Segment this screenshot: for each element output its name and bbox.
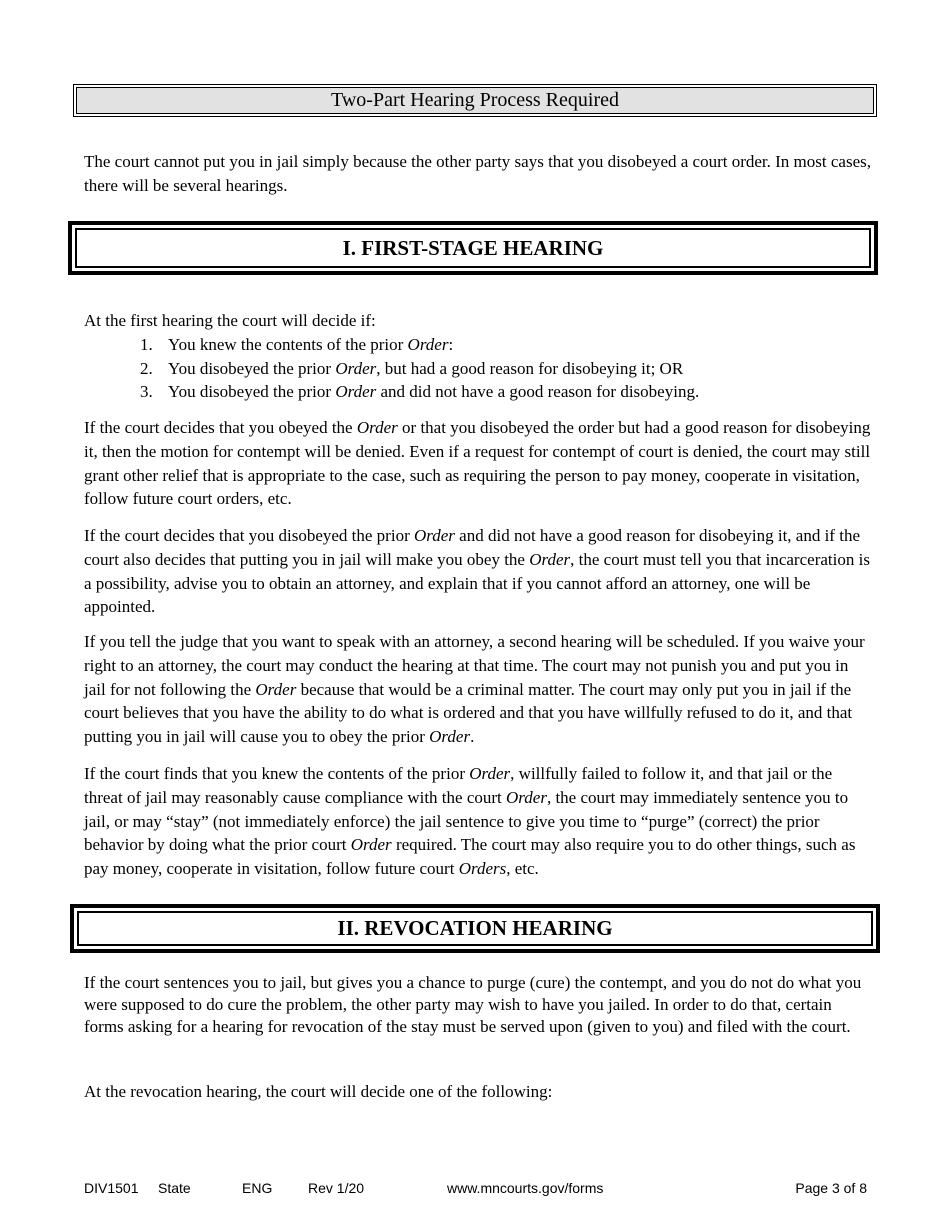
- section-1-lead: At the first hearing the court will decide if:: [84, 311, 376, 330]
- section-2-header: [70, 904, 880, 953]
- jail-finding-paragraph: If the court finds that you knew the contents of the prior Order, willfully failed to follow it, and that jail or the threat of jail may reasonably cause compliance with the court Order, the court may immediately sentence you to jail, or may “stay” (not immediately enforce) the jail sentence to give you time to “purge” (correct) the prior behavior by doing what the prior court Order required. The court may also require you to do other things, such as pay money, cooperate in visitation, follow future court Orders, etc.: [84, 764, 856, 879]
- footer-language: ENG: [242, 1180, 273, 1196]
- header-banner: [73, 84, 877, 117]
- footer-revision: Rev 1/20: [308, 1180, 365, 1196]
- revocation-paragraph: If the court sentences you to jail, but gives you a chance to purge (cure) the contempt, and you do not do what you were supposed to do cure the problem, the other party may wish to have you jailed. In order to do that, certain forms asking for a hearing for revocation of the stay must be served upon (given to you) and filed with the court.: [84, 973, 862, 1036]
- revocation-lead: At the revocation hearing, the court will decide one of the following:: [84, 1082, 553, 1101]
- footer-url: www.mncourts.gov/forms: [447, 1180, 604, 1196]
- section-1-header: [68, 221, 878, 275]
- obeyed-order-paragraph: If the court decides that you obeyed the Order or that you disobeyed the order but had a good reason for disobeying it, then the motion for contempt will be denied. Even if a request for contempt of court is denied, the court may still grant other relief that is appropriate to the case, such as requiring the person to pay money, cooperate in visitation, follow future court orders, etc.: [84, 418, 871, 509]
- list-item: 2. You disobeyed the prior Order, but had a good reason for disobeying it; OR: [140, 358, 684, 378]
- header-banner-title: Two-Part Hearing Process Required: [76, 87, 874, 114]
- section-1-title: I. FIRST-STAGE HEARING: [75, 228, 871, 268]
- section-2-title: II. REVOCATION HEARING: [77, 911, 873, 946]
- footer-page-number: Page 3 of 8: [795, 1180, 867, 1196]
- disobeyed-order-paragraph: If the court decides that you disobeyed the prior Order and did not have a good reason for disobeying it, and if the court also decides that putting you in jail will make you obey the Order, the court must tell you that incarceration is a possibility, advise you to obtain an attorney, and explain that if you cannot afford an attorney, one will be appointed.: [84, 526, 870, 617]
- list-item: 3. You disobeyed the prior Order and did not have a good reason for disobeying.: [140, 382, 700, 401]
- conditions-list: [84, 333, 874, 404]
- intro-paragraph: The court cannot put you in jail simply because the other party says that you disobeyed a court order. In most cases, there will be several hearings.: [84, 152, 871, 195]
- attorney-paragraph: If you tell the judge that you want to speak with an attorney, a second hearing will be scheduled. If you waive your right to an attorney, the court may conduct the hearing at that time. The court may not punish you and put you in jail for not following the Order because that would be a criminal matter. The court may only put you in jail if the court believes that you have the ability to do what is ordered and that you have willfully refused to do it, and that putting you in jail will cause you to obey the prior Order.: [84, 632, 865, 747]
- page-footer: [84, 1180, 867, 1198]
- footer-jurisdiction: State: [158, 1180, 191, 1196]
- list-item: 1. You knew the contents of the prior Order:: [140, 335, 454, 354]
- footer-form-id: DIV1501: [84, 1180, 139, 1196]
